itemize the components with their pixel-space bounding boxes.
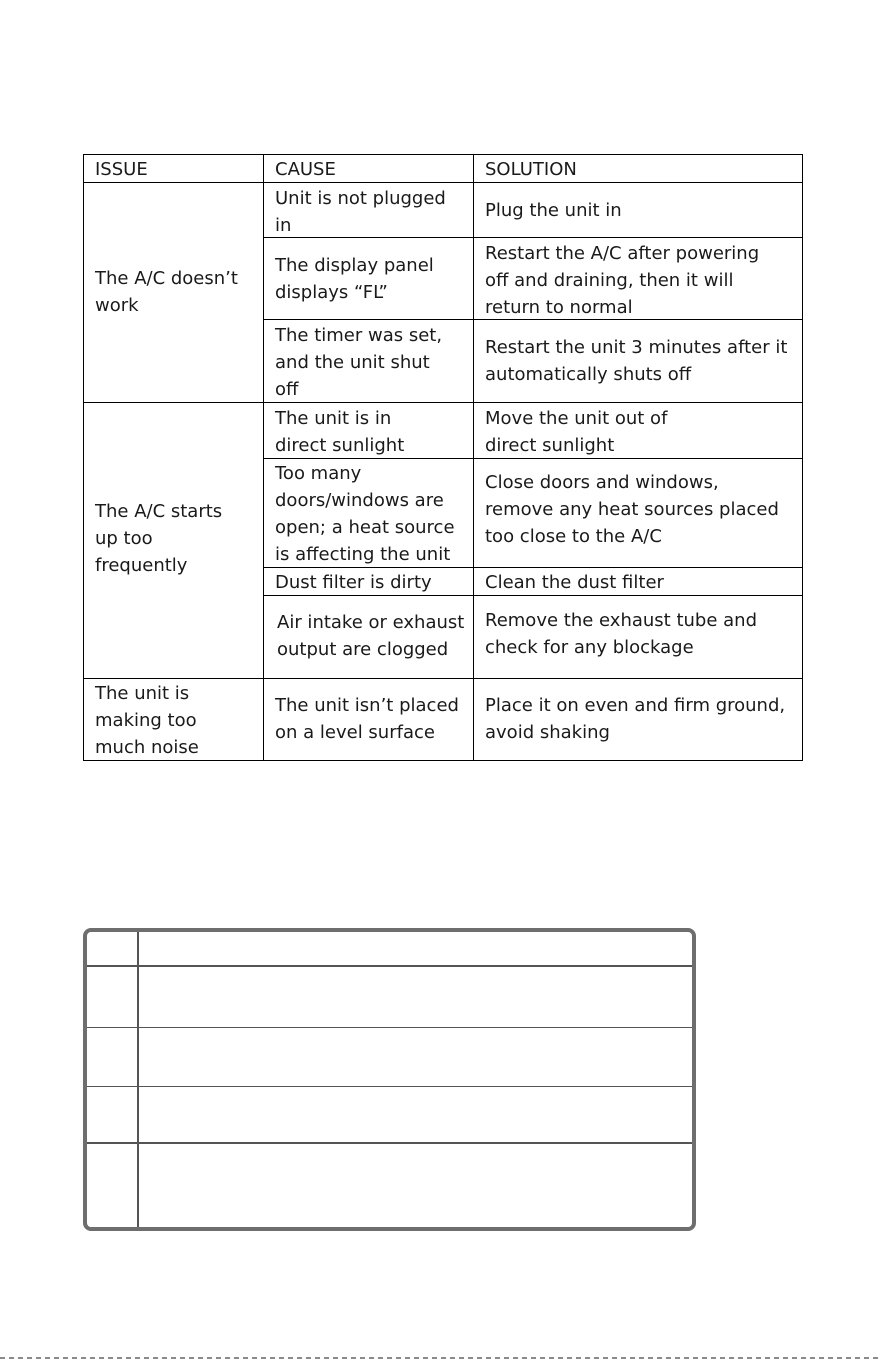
header-solution: SOLUTION	[485, 159, 577, 180]
issue-cell: The unit is making too much noise	[95, 683, 199, 758]
table-row-divider	[87, 1142, 692, 1144]
cause-cell: The unit is in direct sunlight	[275, 408, 405, 456]
header-cause: CAUSE	[275, 159, 336, 180]
table-border-top	[83, 154, 803, 155]
table-row-divider	[87, 1027, 692, 1028]
empty-rounded-table	[83, 928, 696, 1231]
solution-cell: Close doors and windows, remove any heat sources placed too close to the A/C	[485, 472, 779, 547]
issue-cell: The A/C starts up too frequently	[95, 501, 223, 576]
solution-cell: Remove the exhaust tube and check for any blockage	[485, 610, 757, 658]
cause-cell: The unit isn’t placed on a level surface	[275, 695, 459, 743]
solution-cell: Place it on even and firm ground, avoid shaking	[485, 695, 786, 743]
table-group-rule	[83, 402, 803, 403]
solution-cell: Move the unit out of direct sunlight	[485, 408, 668, 456]
solution-cell: Restart the unit 3 minutes after it automatically shuts off	[485, 337, 788, 385]
table-border-left	[83, 154, 84, 761]
table-group-rule	[83, 678, 803, 679]
solution-cell: Plug the unit in	[485, 200, 622, 221]
table-column-divider	[137, 932, 139, 1227]
cause-cell: The timer was set, and the unit shut off	[275, 325, 443, 400]
issue-cell: The A/C doesn’t work	[95, 268, 238, 316]
solution-cell: Restart the A/C after powering off and draining, then it will return to normal	[485, 243, 760, 318]
solution-cell: Clean the dust filter	[485, 572, 664, 593]
header-issue: ISSUE	[95, 159, 148, 180]
page-edge-dashes	[0, 1357, 881, 1359]
cause-cell: Unit is not plugged in	[275, 188, 446, 236]
table-row-divider	[87, 1086, 692, 1087]
cause-cell: Air intake or exhaust output are clogged	[277, 612, 465, 660]
cause-cell: Too many doors/windows are open; a heat source is affecting the unit	[275, 463, 455, 565]
cause-cell: Dust filter is dirty	[275, 572, 432, 593]
table-header-rule	[83, 182, 803, 183]
table-row-divider	[87, 965, 692, 967]
cause-cell: The display panel displays “FL”	[275, 255, 434, 303]
